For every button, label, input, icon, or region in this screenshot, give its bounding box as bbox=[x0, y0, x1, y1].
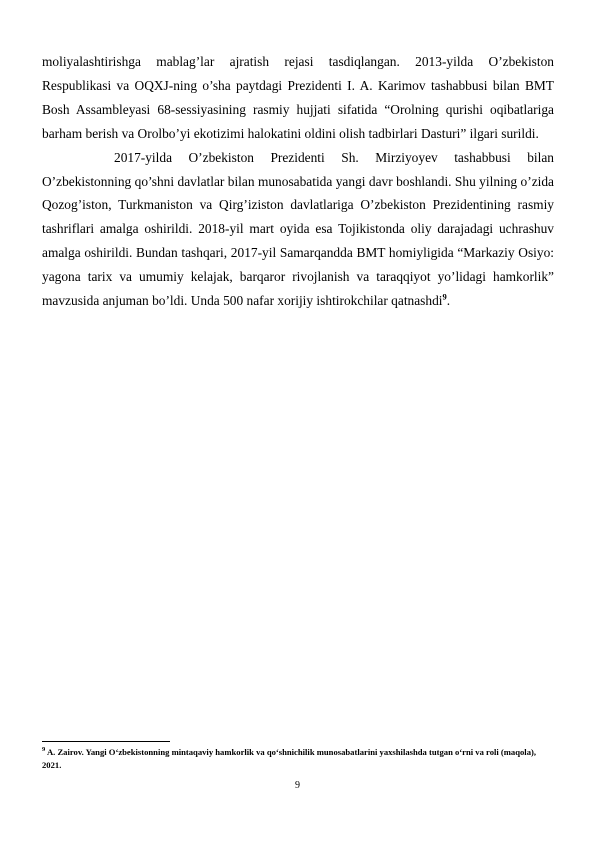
footnote-separator bbox=[42, 741, 170, 742]
paragraph-2 bbox=[42, 146, 554, 313]
paragraph-1: moliyalashtirishga mablag’lar ajratish rejasi tasdiqlangan. 2013-yilda O’zbekiston Respublikasi va OQXJ-ning o’sha paytdagi Prezidenti I. A. Karimov tashabbusi bilan BMT Bosh Assambleyasi 68-sessiyasining rasmiy hujjati sifatida “Orolning qurishi oqibatlariga barham berish va Orolbo’yi ekotizimi halokatini oldini olish tadbirlari Dasturi” ilgari surildi. bbox=[42, 54, 554, 141]
footnote-number: 9 bbox=[42, 746, 46, 754]
paragraph-2-text: 2017-yilda O’zbekiston Prezidenti Sh. Mirziyoyev tashabbusi bilan O’zbekistonning qo’shni davlatlar bilan munosabatida yangi davr boshlandi. Shu yilning o’zida Qozog’iston, Turkmaniston va Qirg’iziston davlatlariga O’zbekiston Prezidentining rasmiy tashriflari amalga oshirildi. 2018-yil mart oyida esa Tojikistonda oliy darajadagi uchrashuv amalga oshirildi. Bundan tashqari, 2017-yil Samarqandda BMT homiyligida “Markaziy Osiyo: yagona tarix va umumiy kelajak, barqaror rivojlanish va taraqqiyot yo’lidagi hamkorlik” mavzusida anjuman bo’ldi. Unda 500 nafar xorijiy ishtirokchilar qatnashdi bbox=[42, 149, 554, 309]
footnote-text: A. Zairov. Yangi O‘zbekistonning mintaqaviy hamkorlik va qo‘shnichilik munosabatlarini yaxshilashda tutgan o‘rni va roli (maqola), 2021. bbox=[42, 747, 536, 770]
page-number: 9 bbox=[295, 780, 300, 791]
footnote-reference[interactable]: 9 bbox=[442, 291, 447, 302]
footnote bbox=[42, 746, 554, 771]
body-text bbox=[42, 50, 554, 313]
paragraph-2-end: . bbox=[446, 293, 451, 309]
